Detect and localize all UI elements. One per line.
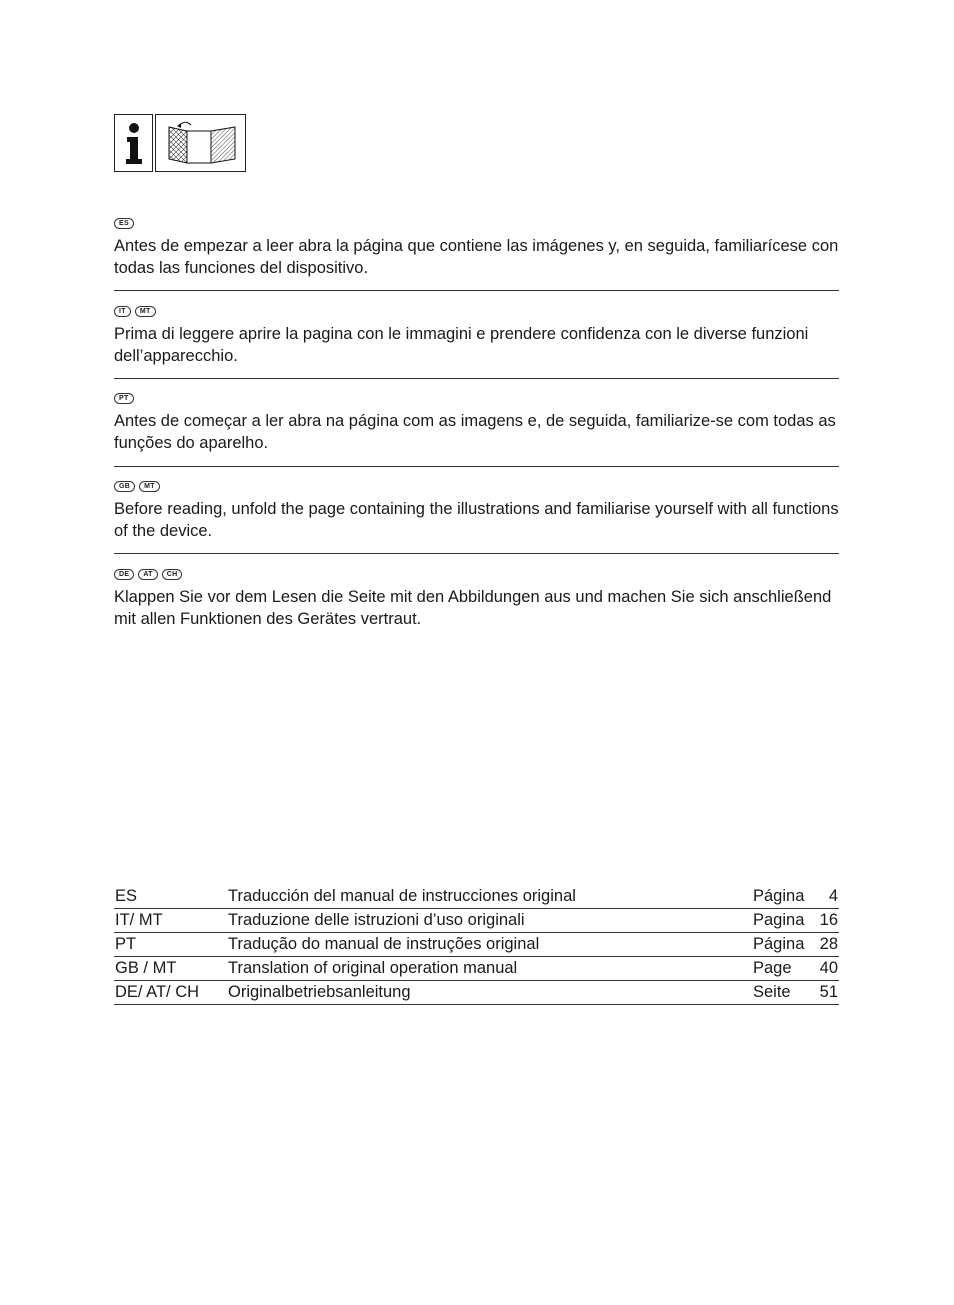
country-badge: CH xyxy=(162,569,183,580)
country-badge: IT xyxy=(114,306,131,317)
toc-language-code: PT xyxy=(115,935,137,953)
country-badge: MT xyxy=(139,481,160,492)
divider xyxy=(114,290,839,291)
text-line: Antes de começar a ler abra na página com as imagens e, de seguida, familiarize-se com todas as xyxy=(114,412,836,430)
country-badge: ES xyxy=(114,218,134,229)
toc-page-number: 28 xyxy=(819,935,838,953)
toc-language-code: IT/ MT xyxy=(115,911,163,929)
toc-row xyxy=(114,981,839,1005)
toc-title: Tradução do manual de instruções original xyxy=(228,935,540,953)
toc-language-code: ES xyxy=(115,887,138,905)
text-line: of the device. xyxy=(114,522,213,540)
toc-row xyxy=(114,933,839,957)
section-text xyxy=(114,410,839,454)
toc-language-code: DE/ AT/ CH xyxy=(115,983,200,1001)
country-flags xyxy=(114,216,839,230)
toc-page-label: Pagina xyxy=(753,911,805,929)
text-line: funções do aparelho. xyxy=(114,434,269,452)
divider xyxy=(114,466,839,467)
country-flags xyxy=(114,304,839,318)
language-section-it-mt xyxy=(114,304,839,367)
toc-page-label: Seite xyxy=(753,983,791,1001)
country-badge: GB xyxy=(114,481,135,492)
section-text xyxy=(114,235,839,279)
toc-page-number: 4 xyxy=(828,887,838,905)
section-text xyxy=(114,586,839,630)
toc-title: Translation of original operation manual xyxy=(228,959,518,977)
text-line: dell’apparecchio. xyxy=(114,347,238,365)
toc-page-label: Página xyxy=(753,935,805,953)
country-badge: DE xyxy=(114,569,134,580)
country-flags xyxy=(114,567,839,581)
language-section-pt xyxy=(114,391,839,454)
toc-title: Originalbetriebsanleitung xyxy=(228,983,411,1001)
country-badge: AT xyxy=(138,569,157,580)
divider xyxy=(114,553,839,554)
toc-page-number: 16 xyxy=(819,911,838,929)
country-flags xyxy=(114,479,839,493)
text-line: mit allen Funktionen des Gerätes vertraut. xyxy=(114,610,422,628)
toc-row xyxy=(114,909,839,933)
language-section-gb-mt xyxy=(114,479,839,542)
country-badge: MT xyxy=(135,306,156,317)
table-of-contents xyxy=(114,885,839,1005)
text-line: Antes de empezar a leer abra la página que contiene las imágenes y, en seguida, familiarícese con xyxy=(114,237,839,255)
text-line: Prima di leggere aprire la pagina con le immagini e prendere confidenza con le diverse funzioni xyxy=(114,325,809,343)
toc-row xyxy=(114,885,839,909)
toc-page-label: Page xyxy=(753,959,792,977)
toc-page-label: Página xyxy=(753,887,805,905)
section-text xyxy=(114,323,839,367)
unfold-page-icon xyxy=(155,114,246,172)
country-flags xyxy=(114,391,839,405)
toc-language-code: GB / MT xyxy=(115,959,177,977)
toc-page-number: 51 xyxy=(819,983,838,1001)
header-icons xyxy=(114,114,246,172)
info-icon xyxy=(114,114,153,172)
toc-page-number: 40 xyxy=(819,959,838,977)
text-line: Before reading, unfold the page containing the illustrations and familiarise yourself with all functions xyxy=(114,500,839,518)
section-text xyxy=(114,498,839,542)
language-section-es xyxy=(114,216,839,279)
text-line: Klappen Sie vor dem Lesen die Seite mit den Abbildungen aus und machen Sie sich anschließend xyxy=(114,588,832,606)
language-section-de-at-ch xyxy=(114,567,839,630)
toc-title: Traducción del manual de instrucciones original xyxy=(228,887,576,905)
country-badge: PT xyxy=(114,393,134,404)
toc-title: Traduzione delle istruzioni d’uso originali xyxy=(228,911,525,929)
text-line: todas las funciones del dispositivo. xyxy=(114,259,369,277)
toc-row xyxy=(114,957,839,981)
divider xyxy=(114,378,839,379)
